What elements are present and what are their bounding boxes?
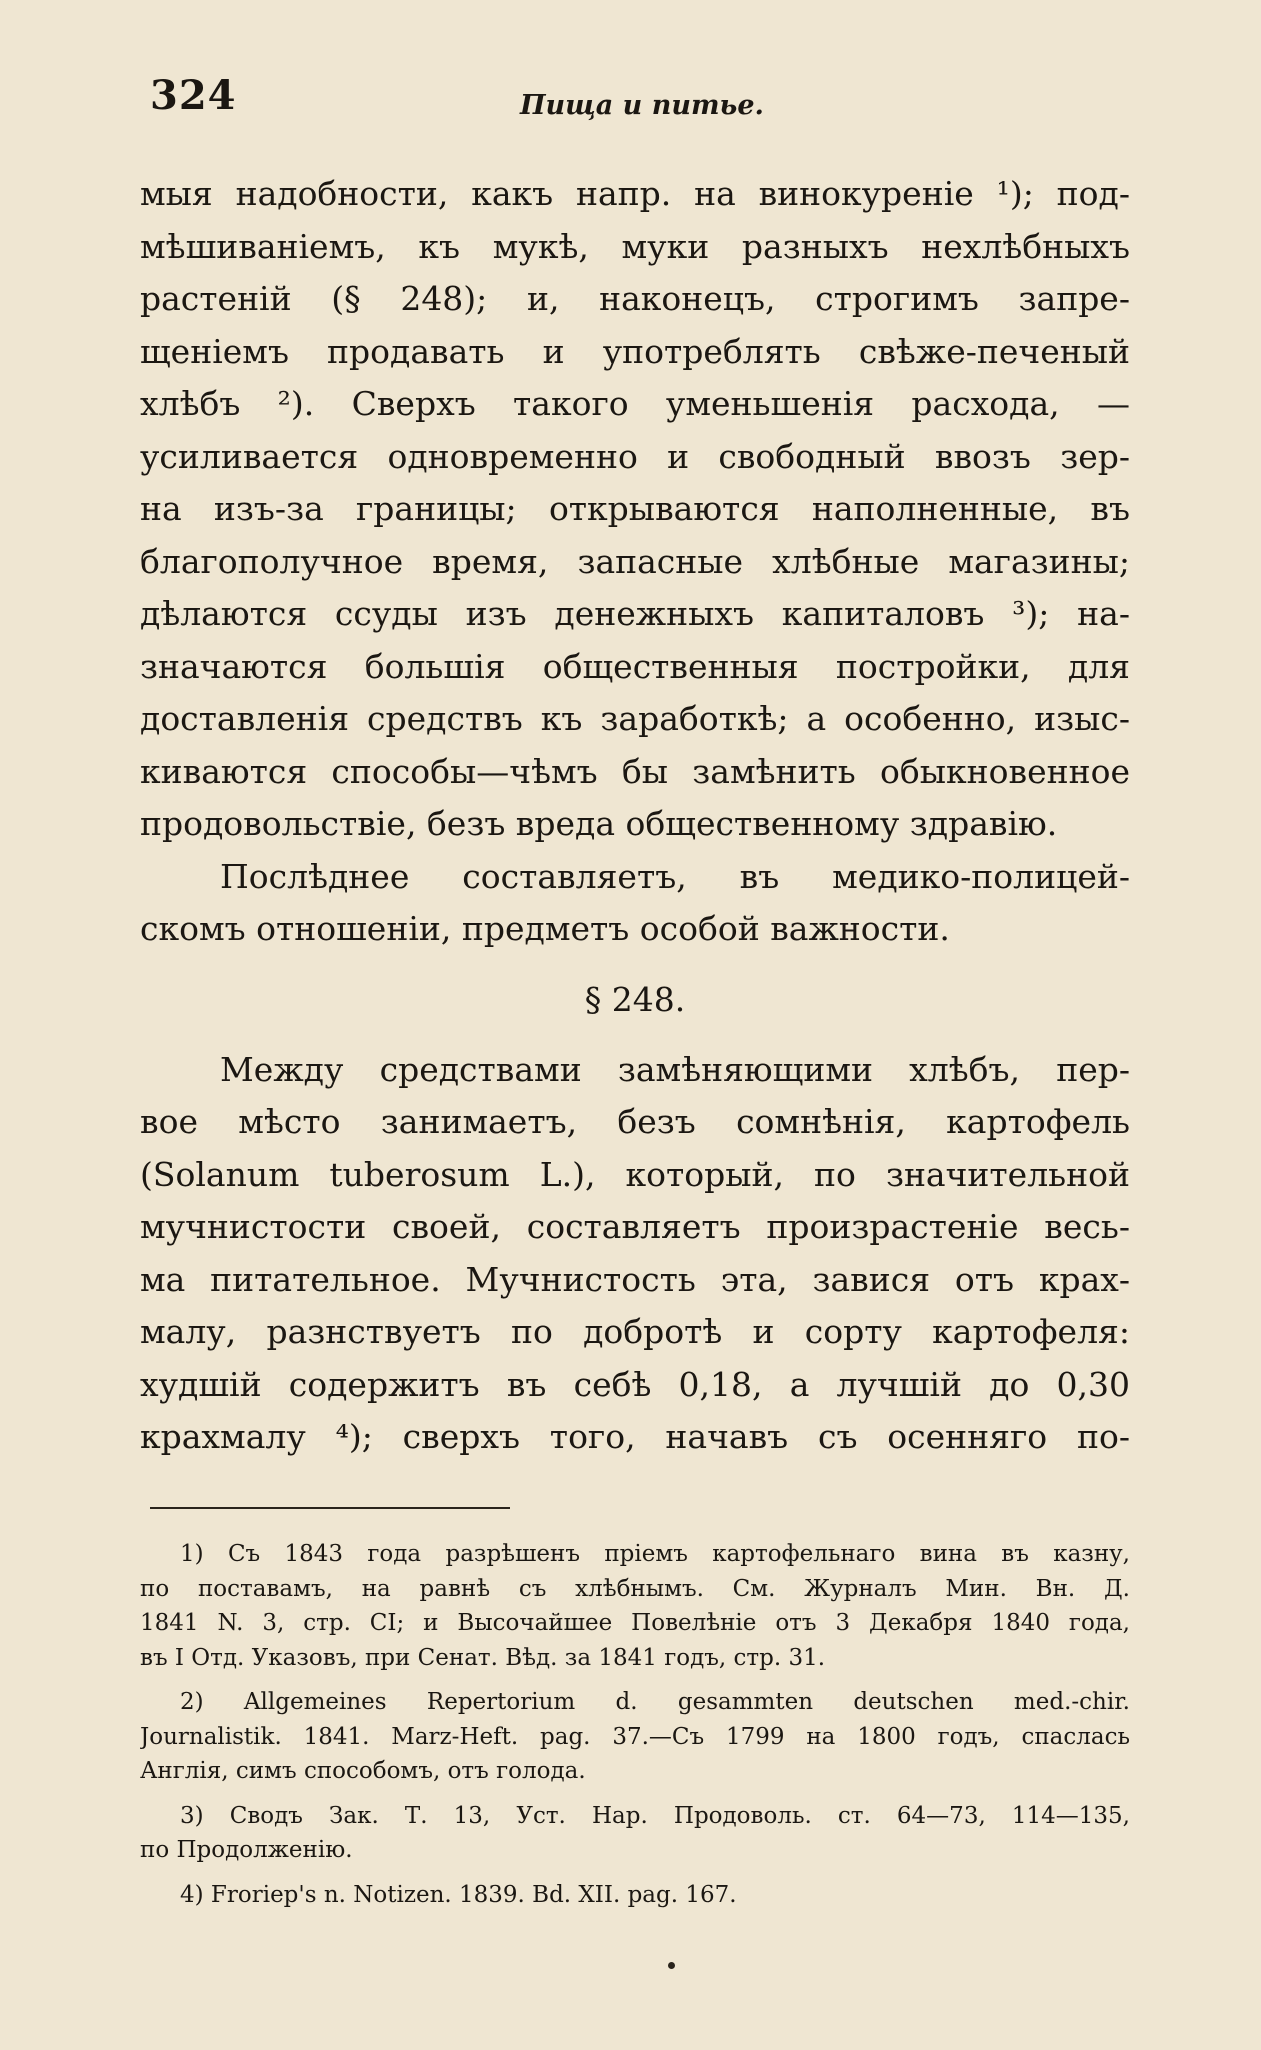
footnote-line: 3) Сводъ Зак. Т. 13, Уст. Нар. Продоволь. ст. 64—73, 114—135, bbox=[180, 1802, 1130, 1829]
printer-mark bbox=[668, 1962, 675, 1969]
footnote-line: по поставамъ, на равнѣ съ хлѣбнымъ. См. Журналъ Мин. Вн. Д. bbox=[140, 1575, 1130, 1602]
footnote-line: по Продолженію. bbox=[140, 1837, 353, 1863]
text-line: мучнистости своей, составляетъ произрастеніе весь- bbox=[140, 1207, 1130, 1246]
text-line: киваются способы—чѣмъ бы замѣнить обыкновенное bbox=[140, 751, 1130, 791]
text-line: ма питательное. Мучнистость эта, завися отъ крах- bbox=[140, 1259, 1130, 1299]
page-header bbox=[150, 72, 1140, 132]
text-line: вое мѣсто занимаетъ, безъ сомнѣнія, картофель bbox=[140, 1102, 1130, 1141]
footnote-line: 1) Съ 1843 года разрѣшенъ пріемъ картофельнаго вина въ казну, bbox=[180, 1541, 1130, 1567]
text-line: доставленія средствъ къ заработкѣ; а особенно, изыс- bbox=[140, 699, 1130, 738]
text-line: дѣлаются ссуды изъ денежныхъ капиталовъ ³); на- bbox=[140, 594, 1130, 633]
footnote-rule bbox=[150, 1507, 510, 1509]
text-line: продовольствіе, безъ вреда общественному здравію. bbox=[140, 804, 1058, 843]
footnote-line: Journalistik. 1841. Marz-Heft. pag. 37.—Съ 1799 на 1800 годъ, спаслась bbox=[140, 1723, 1130, 1750]
text-line: благополучное время, запасные хлѣбные магазины; bbox=[140, 541, 1130, 581]
text-line: хлѣбъ ²). Сверхъ такого уменьшенія расхода, — bbox=[140, 384, 1130, 423]
footnote-line: 1841 N. 3, стр. CI; и Высочайшее Повелѣніе отъ 3 Декабря 1840 года, bbox=[140, 1610, 1130, 1636]
text-line: на изъ-за границы; открываются наполненные, въ bbox=[140, 489, 1130, 528]
text-line: малу, разнствуетъ по добротѣ и сорту картофеля: bbox=[140, 1312, 1130, 1351]
text-line: усиливается одновременно и свободный ввозъ зер- bbox=[140, 436, 1130, 476]
text-line: значаются большія общественныя постройки, для bbox=[140, 646, 1130, 686]
footnote-line: Англія, симъ способомъ, отъ голода. bbox=[140, 1758, 586, 1784]
main-text bbox=[140, 168, 1130, 1464]
text-line: крахмалу ⁴); сверхъ того, начавъ съ осенняго по- bbox=[140, 1417, 1130, 1456]
text-line: скомъ отношеніи, предметъ особой важности. bbox=[140, 909, 950, 948]
text-line: Между средствами замѣняющими хлѣбъ, пер- bbox=[220, 1049, 1130, 1089]
footnotes bbox=[140, 1537, 1130, 1912]
running-head: Пища и питье. bbox=[520, 90, 764, 121]
page-number: 324 bbox=[150, 72, 237, 119]
text-line: щеніемъ продавать и употреблять свѣже-печеный bbox=[140, 331, 1130, 371]
text-line: мѣшиваніемъ, къ мукѣ, муки разныхъ нехлѣбныхъ bbox=[140, 226, 1130, 266]
text-line: Послѣднее составляетъ, въ медико-полицей- bbox=[220, 856, 1130, 896]
text-line: (Solanum tuberosum L.), который, по значительной bbox=[140, 1154, 1130, 1194]
section-heading: § 248. bbox=[584, 979, 686, 1019]
footnote-line: 4) Froriep's n. Notizen. 1839. Bd. XII. pag. 167. bbox=[180, 1881, 737, 1908]
footnote-line: въ I Отд. Указовъ, при Сенат. Вѣд. за 1841 годъ, стр. 31. bbox=[140, 1644, 826, 1671]
text-line: худшій содержитъ въ себѣ 0,18, а лучшій до 0,30 bbox=[140, 1364, 1130, 1404]
text-line: растеній (§ 248); и, наконецъ, строгимъ запре- bbox=[140, 279, 1130, 318]
text-line: мыя надобности, какъ напр. на винокуреніе ¹); под- bbox=[140, 174, 1130, 213]
footnote-line: 2) Allgemeines Repertorium d. gesammten deutschen med.-chir. bbox=[180, 1689, 1130, 1715]
